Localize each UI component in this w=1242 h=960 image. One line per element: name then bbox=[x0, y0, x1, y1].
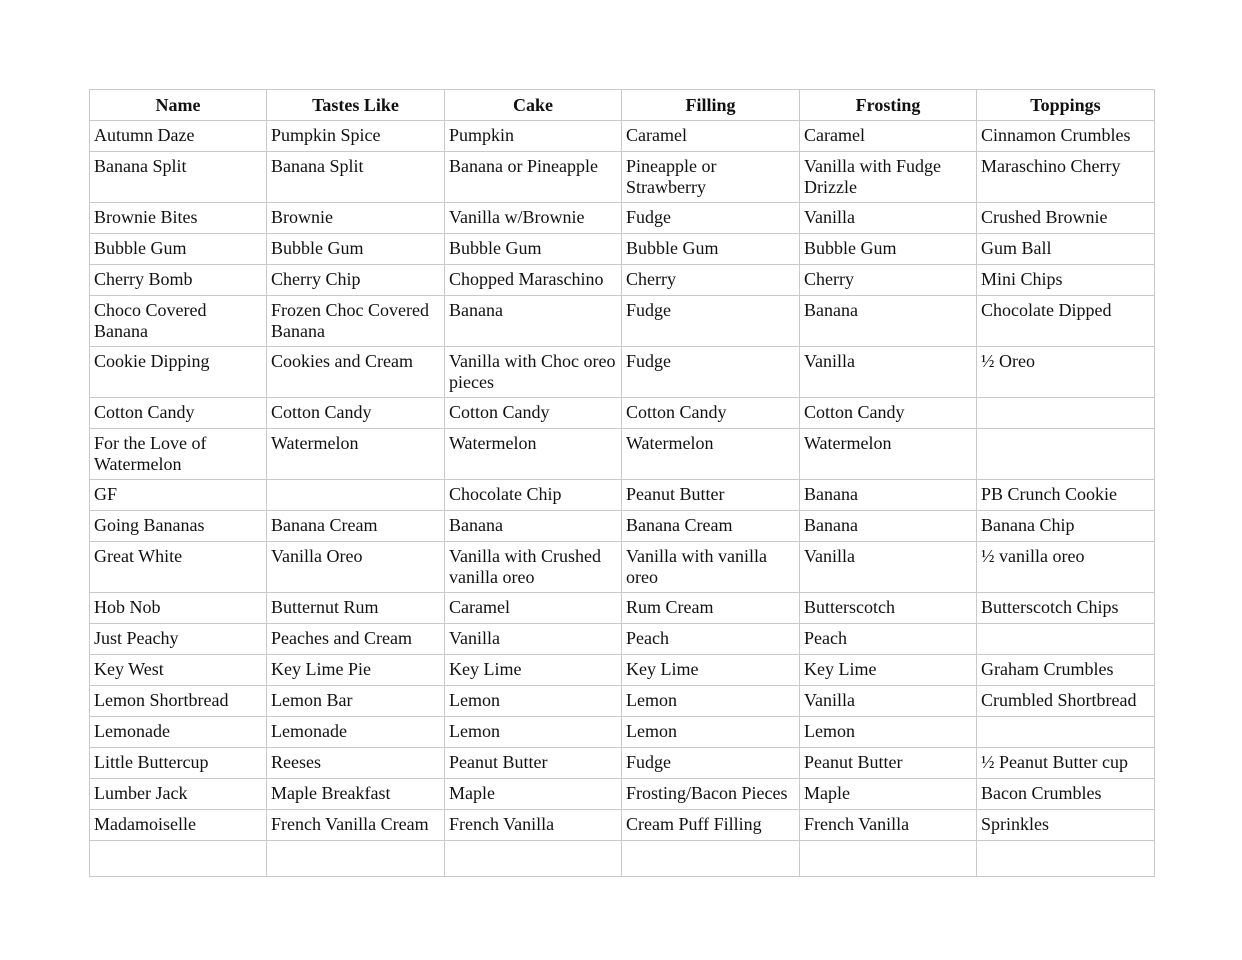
table-row bbox=[90, 841, 1155, 877]
cell-name: GF bbox=[90, 480, 267, 511]
cell-tastes-like: Cotton Candy bbox=[267, 398, 445, 429]
cell-name: Autumn Daze bbox=[90, 121, 267, 152]
cell-filling: Pineapple or Strawberry bbox=[622, 152, 800, 203]
table-row bbox=[90, 121, 1155, 152]
cell-tastes-like: French Vanilla Cream bbox=[267, 810, 445, 841]
table-body bbox=[90, 121, 1155, 877]
cell-filling: Cherry bbox=[622, 265, 800, 296]
cell-tastes-like: Cherry Chip bbox=[267, 265, 445, 296]
cell-tastes-like: Vanilla Oreo bbox=[267, 542, 445, 593]
cell-name: Lemonade bbox=[90, 717, 267, 748]
cell-toppings: Chocolate Dipped bbox=[977, 296, 1155, 347]
cell-frosting: Banana bbox=[800, 480, 977, 511]
cell-tastes-like: Lemonade bbox=[267, 717, 445, 748]
cell-cake: Vanilla with Crushed vanilla oreo bbox=[445, 542, 622, 593]
cell-tastes-like: Banana Split bbox=[267, 152, 445, 203]
cell-filling: Cream Puff Filling bbox=[622, 810, 800, 841]
cell-frosting: Vanilla bbox=[800, 347, 977, 398]
cell-tastes-like: Brownie bbox=[267, 203, 445, 234]
cell-frosting bbox=[800, 841, 977, 877]
cell-tastes-like: Frozen Choc Covered Banana bbox=[267, 296, 445, 347]
cell-toppings bbox=[977, 398, 1155, 429]
cell-frosting: Caramel bbox=[800, 121, 977, 152]
cell-name: Choco Covered Banana bbox=[90, 296, 267, 347]
cell-tastes-like: Pumpkin Spice bbox=[267, 121, 445, 152]
cell-filling: Peach bbox=[622, 624, 800, 655]
cell-cake: Maple bbox=[445, 779, 622, 810]
cell-frosting: Butterscotch bbox=[800, 593, 977, 624]
cell-cake: Vanilla with Choc oreo pieces bbox=[445, 347, 622, 398]
cell-toppings bbox=[977, 841, 1155, 877]
cell-cake bbox=[445, 841, 622, 877]
cell-frosting: French Vanilla bbox=[800, 810, 977, 841]
cell-toppings: Graham Crumbles bbox=[977, 655, 1155, 686]
cell-name: Cherry Bomb bbox=[90, 265, 267, 296]
table-row bbox=[90, 655, 1155, 686]
cell-name: Cotton Candy bbox=[90, 398, 267, 429]
cell-toppings: PB Crunch Cookie bbox=[977, 480, 1155, 511]
cell-name: Just Peachy bbox=[90, 624, 267, 655]
cell-name: Brownie Bites bbox=[90, 203, 267, 234]
cell-frosting: Banana bbox=[800, 511, 977, 542]
header-frosting: Frosting bbox=[800, 90, 977, 121]
cell-toppings: ½ vanilla oreo bbox=[977, 542, 1155, 593]
cell-filling: Fudge bbox=[622, 347, 800, 398]
header-cake: Cake bbox=[445, 90, 622, 121]
cell-name: Banana Split bbox=[90, 152, 267, 203]
cell-frosting: Maple bbox=[800, 779, 977, 810]
cell-toppings: Gum Ball bbox=[977, 234, 1155, 265]
cell-filling: Key Lime bbox=[622, 655, 800, 686]
cell-frosting: Banana bbox=[800, 296, 977, 347]
cell-name: For the Love of Watermelon bbox=[90, 429, 267, 480]
cell-filling: Lemon bbox=[622, 686, 800, 717]
cell-filling: Peanut Butter bbox=[622, 480, 800, 511]
cell-frosting: Vanilla bbox=[800, 542, 977, 593]
table-row bbox=[90, 748, 1155, 779]
cell-toppings bbox=[977, 717, 1155, 748]
table-row bbox=[90, 480, 1155, 511]
cell-tastes-like: Bubble Gum bbox=[267, 234, 445, 265]
table-row bbox=[90, 686, 1155, 717]
cell-cake: Chocolate Chip bbox=[445, 480, 622, 511]
cell-toppings: Sprinkles bbox=[977, 810, 1155, 841]
cell-filling: Fudge bbox=[622, 203, 800, 234]
header-toppings: Toppings bbox=[977, 90, 1155, 121]
cell-name: Key West bbox=[90, 655, 267, 686]
cell-filling: Rum Cream bbox=[622, 593, 800, 624]
cell-tastes-like: Key Lime Pie bbox=[267, 655, 445, 686]
cell-filling bbox=[622, 841, 800, 877]
cell-tastes-like: Peaches and Cream bbox=[267, 624, 445, 655]
table-row bbox=[90, 511, 1155, 542]
cell-toppings: ½ Oreo bbox=[977, 347, 1155, 398]
cell-name: Madamoiselle bbox=[90, 810, 267, 841]
cell-toppings bbox=[977, 429, 1155, 480]
cell-cake: Key Lime bbox=[445, 655, 622, 686]
cell-frosting: Vanilla with Fudge Drizzle bbox=[800, 152, 977, 203]
cell-tastes-like bbox=[267, 841, 445, 877]
cell-name: Great White bbox=[90, 542, 267, 593]
cell-cake: Cotton Candy bbox=[445, 398, 622, 429]
cell-tastes-like: Watermelon bbox=[267, 429, 445, 480]
table-row bbox=[90, 347, 1155, 398]
cell-cake: Banana bbox=[445, 511, 622, 542]
cell-cake: Lemon bbox=[445, 717, 622, 748]
header-row bbox=[90, 90, 1155, 121]
cell-tastes-like bbox=[267, 480, 445, 511]
cell-filling: Vanilla with vanilla oreo bbox=[622, 542, 800, 593]
cell-name: Bubble Gum bbox=[90, 234, 267, 265]
cell-frosting: Lemon bbox=[800, 717, 977, 748]
cell-frosting: Peanut Butter bbox=[800, 748, 977, 779]
table-row bbox=[90, 593, 1155, 624]
cell-name: Going Bananas bbox=[90, 511, 267, 542]
cell-cake: Peanut Butter bbox=[445, 748, 622, 779]
cell-cake: Banana or Pineapple bbox=[445, 152, 622, 203]
cell-cake: Bubble Gum bbox=[445, 234, 622, 265]
cell-name: Lemon Shortbread bbox=[90, 686, 267, 717]
cell-toppings: ½ Peanut Butter cup bbox=[977, 748, 1155, 779]
cell-tastes-like: Lemon Bar bbox=[267, 686, 445, 717]
table-row bbox=[90, 203, 1155, 234]
cell-toppings: Butterscotch Chips bbox=[977, 593, 1155, 624]
cell-filling: Cotton Candy bbox=[622, 398, 800, 429]
cell-name: Lumber Jack bbox=[90, 779, 267, 810]
cell-frosting: Peach bbox=[800, 624, 977, 655]
cell-filling: Caramel bbox=[622, 121, 800, 152]
cell-filling: Watermelon bbox=[622, 429, 800, 480]
cell-frosting: Vanilla bbox=[800, 203, 977, 234]
cell-frosting: Key Lime bbox=[800, 655, 977, 686]
cell-toppings: Bacon Crumbles bbox=[977, 779, 1155, 810]
cell-tastes-like: Maple Breakfast bbox=[267, 779, 445, 810]
cell-toppings: Maraschino Cherry bbox=[977, 152, 1155, 203]
table-row bbox=[90, 265, 1155, 296]
cell-toppings bbox=[977, 624, 1155, 655]
cell-tastes-like: Banana Cream bbox=[267, 511, 445, 542]
cell-filling: Lemon bbox=[622, 717, 800, 748]
table-row bbox=[90, 152, 1155, 203]
table-row bbox=[90, 429, 1155, 480]
cell-filling: Banana Cream bbox=[622, 511, 800, 542]
cell-cake: Banana bbox=[445, 296, 622, 347]
cell-filling: Frosting/Bacon Pieces bbox=[622, 779, 800, 810]
cell-name bbox=[90, 841, 267, 877]
cell-cake: Vanilla bbox=[445, 624, 622, 655]
cell-toppings: Mini Chips bbox=[977, 265, 1155, 296]
cupcake-flavor-table bbox=[89, 89, 1155, 877]
table-row bbox=[90, 810, 1155, 841]
cell-name: Little Buttercup bbox=[90, 748, 267, 779]
cell-filling: Bubble Gum bbox=[622, 234, 800, 265]
cell-tastes-like: Reeses bbox=[267, 748, 445, 779]
cell-toppings: Banana Chip bbox=[977, 511, 1155, 542]
table-row bbox=[90, 779, 1155, 810]
table-row bbox=[90, 717, 1155, 748]
cell-toppings: Crumbled Shortbread bbox=[977, 686, 1155, 717]
cell-frosting: Cotton Candy bbox=[800, 398, 977, 429]
cell-cake: Chopped Maraschino bbox=[445, 265, 622, 296]
cell-name: Hob Nob bbox=[90, 593, 267, 624]
cell-tastes-like: Cookies and Cream bbox=[267, 347, 445, 398]
table-row bbox=[90, 296, 1155, 347]
cell-cake: Caramel bbox=[445, 593, 622, 624]
cell-cake: French Vanilla bbox=[445, 810, 622, 841]
cell-cake: Vanilla w/Brownie bbox=[445, 203, 622, 234]
cell-toppings: Crushed Brownie bbox=[977, 203, 1155, 234]
cell-cake: Pumpkin bbox=[445, 121, 622, 152]
table-row bbox=[90, 398, 1155, 429]
cell-filling: Fudge bbox=[622, 296, 800, 347]
cell-name: Cookie Dipping bbox=[90, 347, 267, 398]
cell-frosting: Cherry bbox=[800, 265, 977, 296]
table-row bbox=[90, 234, 1155, 265]
cell-cake: Watermelon bbox=[445, 429, 622, 480]
cell-frosting: Watermelon bbox=[800, 429, 977, 480]
cell-frosting: Vanilla bbox=[800, 686, 977, 717]
table-row bbox=[90, 624, 1155, 655]
header-tastes-like: Tastes Like bbox=[267, 90, 445, 121]
cell-filling: Fudge bbox=[622, 748, 800, 779]
header-name: Name bbox=[90, 90, 267, 121]
cell-toppings: Cinnamon Crumbles bbox=[977, 121, 1155, 152]
cell-cake: Lemon bbox=[445, 686, 622, 717]
cell-frosting: Bubble Gum bbox=[800, 234, 977, 265]
header-filling: Filling bbox=[622, 90, 800, 121]
cell-tastes-like: Butternut Rum bbox=[267, 593, 445, 624]
table-row bbox=[90, 542, 1155, 593]
